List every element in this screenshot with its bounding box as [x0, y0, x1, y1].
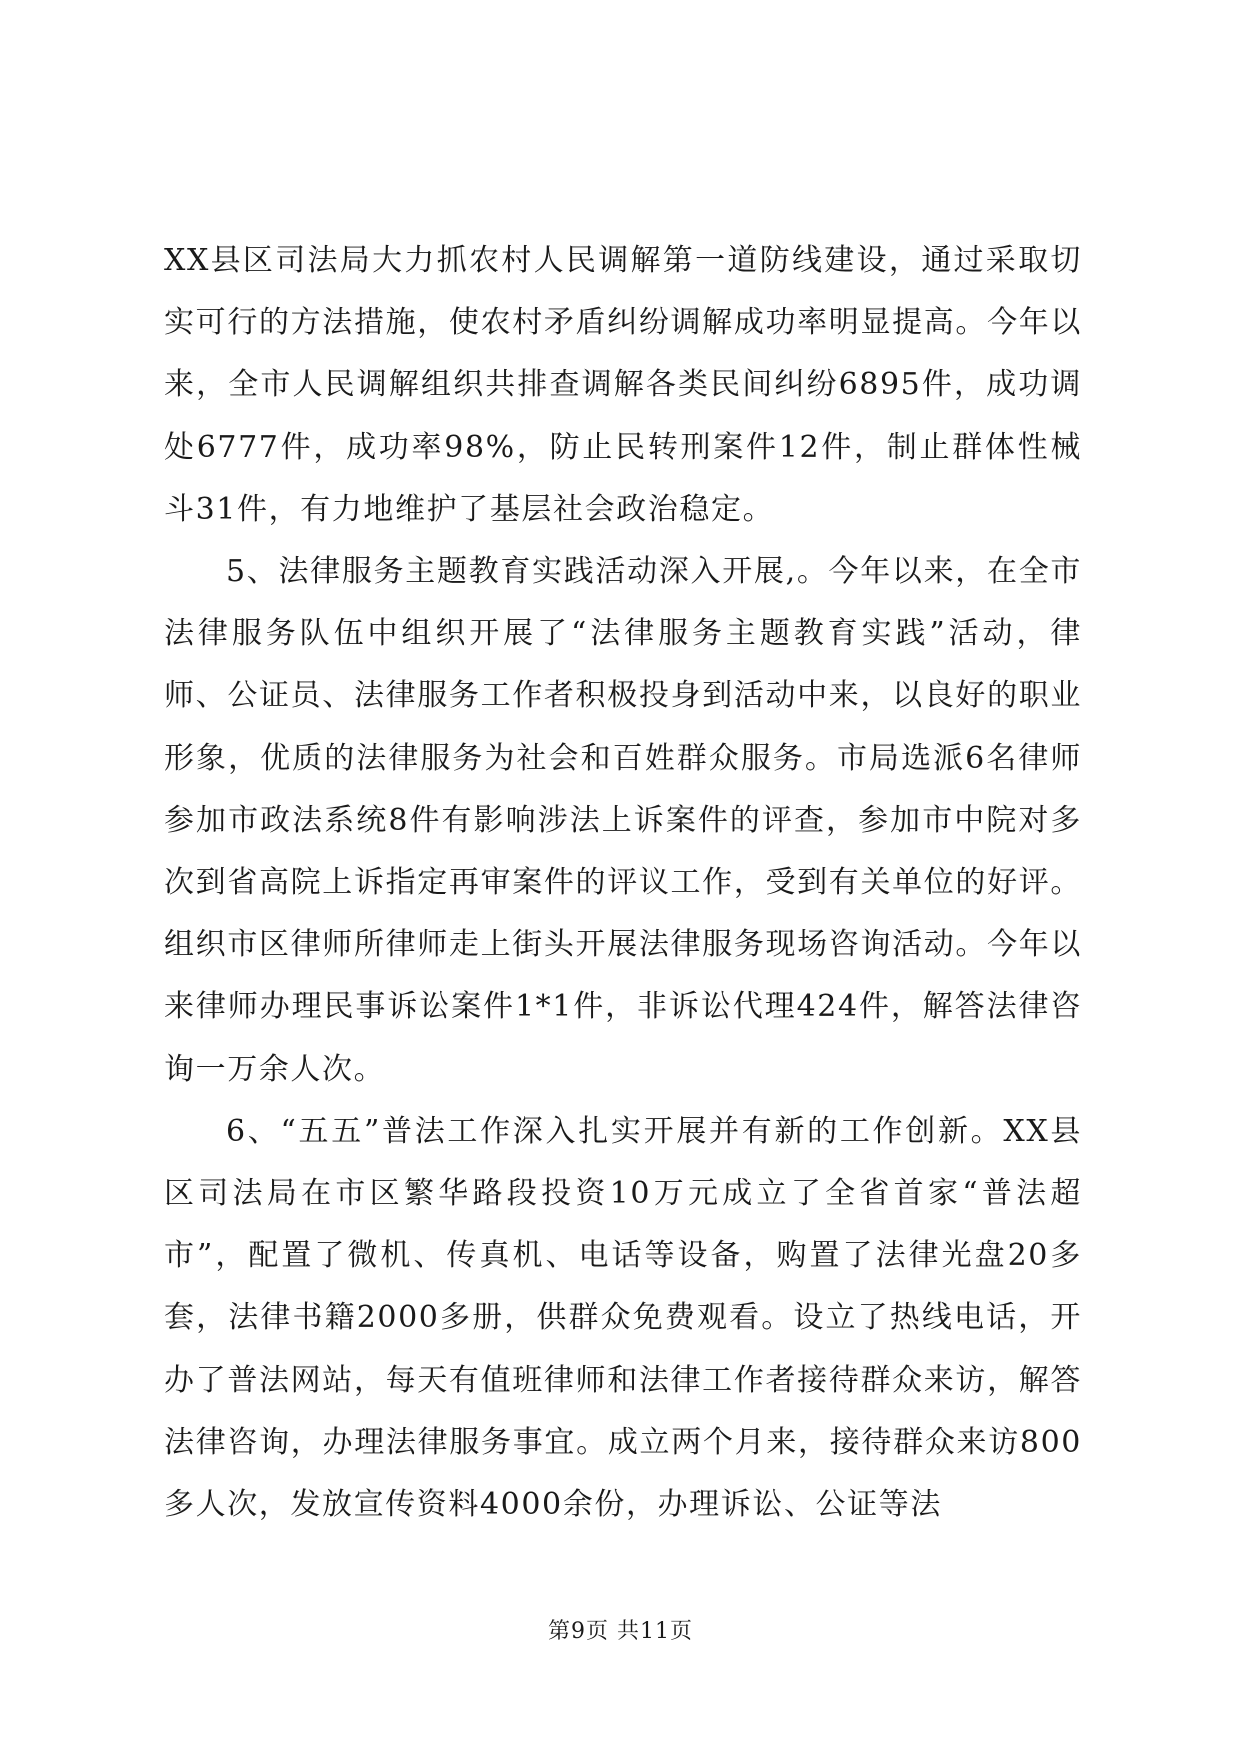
- paragraph-legal-education: 6、“五五”普法工作深入扎实开展并有新的工作创新。XX县区司法局在市区繁华路段投资10万元成立了全省首家“普法超市”，配置了微机、传真机、电话等设备，购置了法律光盘20多套，法律书籍2000多册，供群众免费观看。设立了热线电话，开办了普法网站，每天有值班律师和法律工作者接待群众来访，解答法律咨询，办理法律服务事宜。成立两个月来，接待群众来访800多人次，发放宣传资料4000余份，办理诉讼、公证等法: [164, 1113, 1082, 1523]
- body-text: [164, 230, 1082, 1536]
- page-number-footer: 第9页 共11页: [548, 1619, 693, 1644]
- paragraph-continuation: XX县区司法局大力抓农村人民调解第一道防线建设，通过采取切实可行的方法措施，使农村矛盾纠纷调解成功率明显提高。今年以来，全市人民调解组织共排查调解各类民间纠纷6895件，成功调处6777件，成功率98%，防止民转刑案件12件，制止群体性械斗31件，有力地维护了基层社会政治稳定。: [164, 243, 1082, 527]
- paragraph-legal-services: 5、法律服务主题教育实践活动深入开展,。今年以来，在全市法律服务队伍中组织开展了“法律服务主题教育实践”活动，律师、公证员、法律服务工作者积极投身到活动中来，以良好的职业形象，优质的法律服务为社会和百姓群众服务。市局选派6名律师参加市政法系统8件有影响涉法上诉案件的评查，参加市中院对多次到省高院上诉指定再审案件的评议工作，受到有关单位的好评。组织市区律师所律师走上街头开展法律服务现场咨询活动。今年以来律师办理民事诉讼案件1*1件，非诉讼代理424件，解答法律咨询一万余人次。: [164, 554, 1082, 1087]
